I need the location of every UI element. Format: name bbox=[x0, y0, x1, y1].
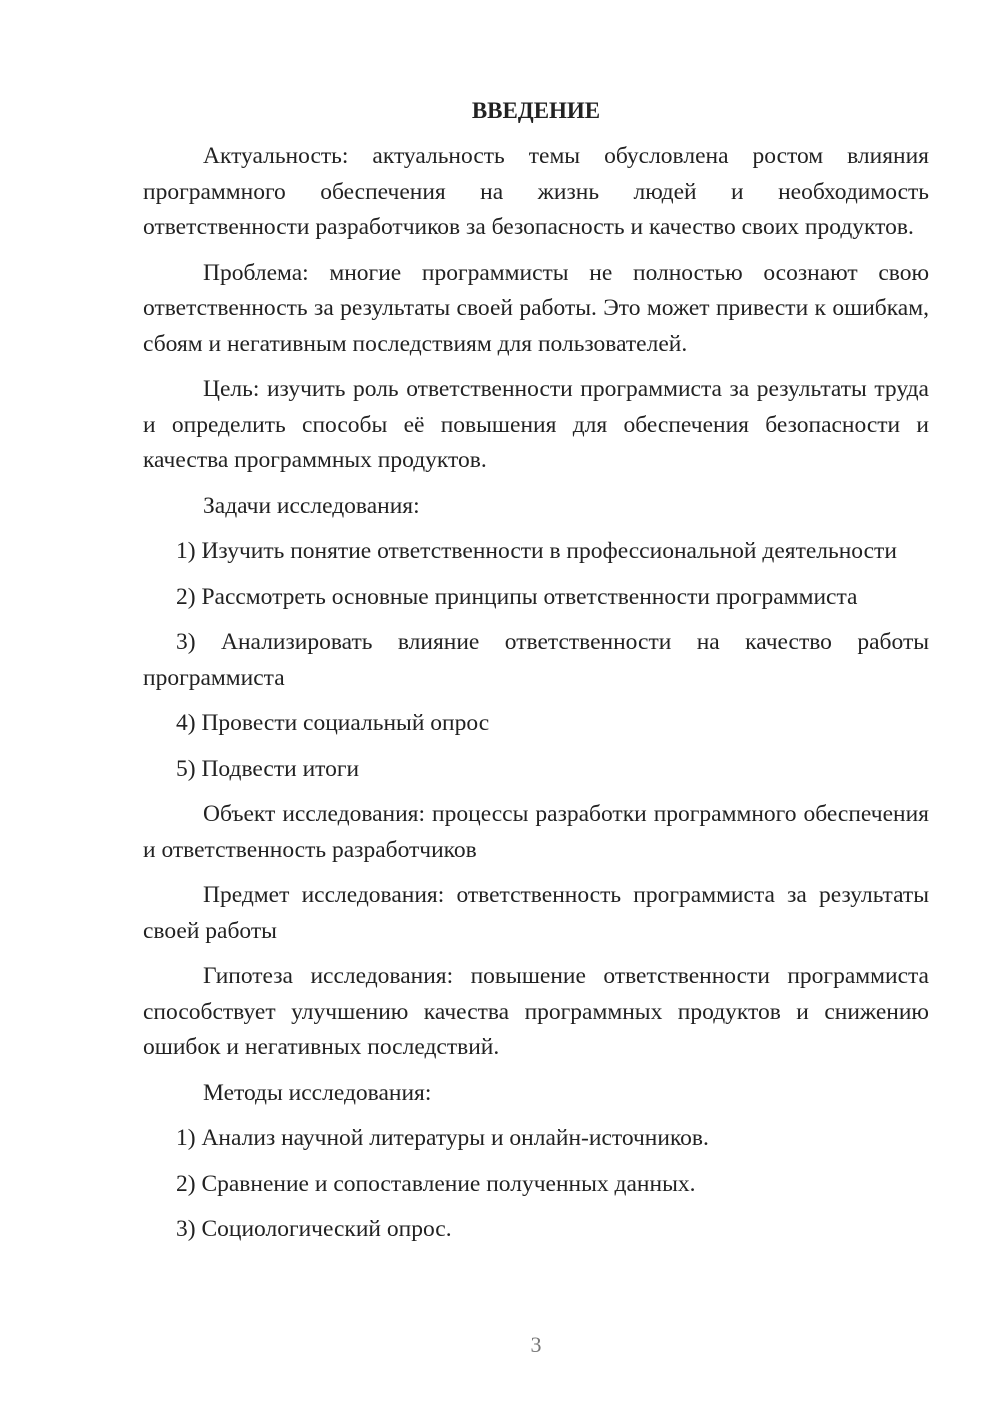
task-item-5: 5) Подвести итоги bbox=[176, 755, 360, 782]
problem-paragraph: Проблема: многие программисты не полностью осознают свою ответственность за результаты своей работы. Это может привести к ошибкам, сбоям и негативным последствиям для пользователей. bbox=[143, 259, 929, 357]
task-item-3: 3) Анализировать влияние ответственности на качество работы программиста bbox=[143, 629, 929, 691]
object-paragraph: Объект исследования: процессы разработки программного обеспечения и ответственность разработчиков bbox=[143, 801, 929, 863]
methods-heading: Методы исследования: bbox=[203, 1079, 432, 1106]
hypothesis-paragraph: Гипотеза исследования: повышение ответственности программиста способствует улучшению качества программных продуктов и снижению ошибок и негативных последствий. bbox=[143, 963, 929, 1060]
page-number: 3 bbox=[530, 1332, 542, 1357]
goal-paragraph: Цель: изучить роль ответственности программиста за результаты труда и определить способы её повышения для обеспечения безопасности и качества программных продуктов. bbox=[143, 376, 929, 473]
tasks-heading: Задачи исследования: bbox=[203, 492, 420, 519]
page-title: ВВЕДЕНИЕ bbox=[471, 98, 601, 123]
method-item-1: 1) Анализ научной литературы и онлайн-источников. bbox=[176, 1125, 709, 1151]
subject-paragraph: Предмет исследования: ответственность программиста за результаты своей работы bbox=[143, 882, 929, 944]
method-item-2: 2) Сравнение и сопоставление полученных данных. bbox=[176, 1170, 696, 1197]
task-item-4: 4) Провести социальный опрос bbox=[176, 710, 490, 736]
relevance-paragraph: Актуальность: актуальность темы обусловлена ростом влияния программного обеспечения на жизнь людей и необходимость ответственности разработчиков за безопасность и качество своих продуктов. bbox=[143, 143, 929, 240]
task-item-2: 2) Рассмотреть основные принципы ответственности программиста bbox=[176, 583, 858, 610]
task-item-1: 1) Изучить понятие ответственности в профессиональной деятельности bbox=[176, 538, 897, 564]
method-item-3: 3) Социологический опрос. bbox=[176, 1216, 452, 1242]
document-body bbox=[143, 95, 929, 1258]
